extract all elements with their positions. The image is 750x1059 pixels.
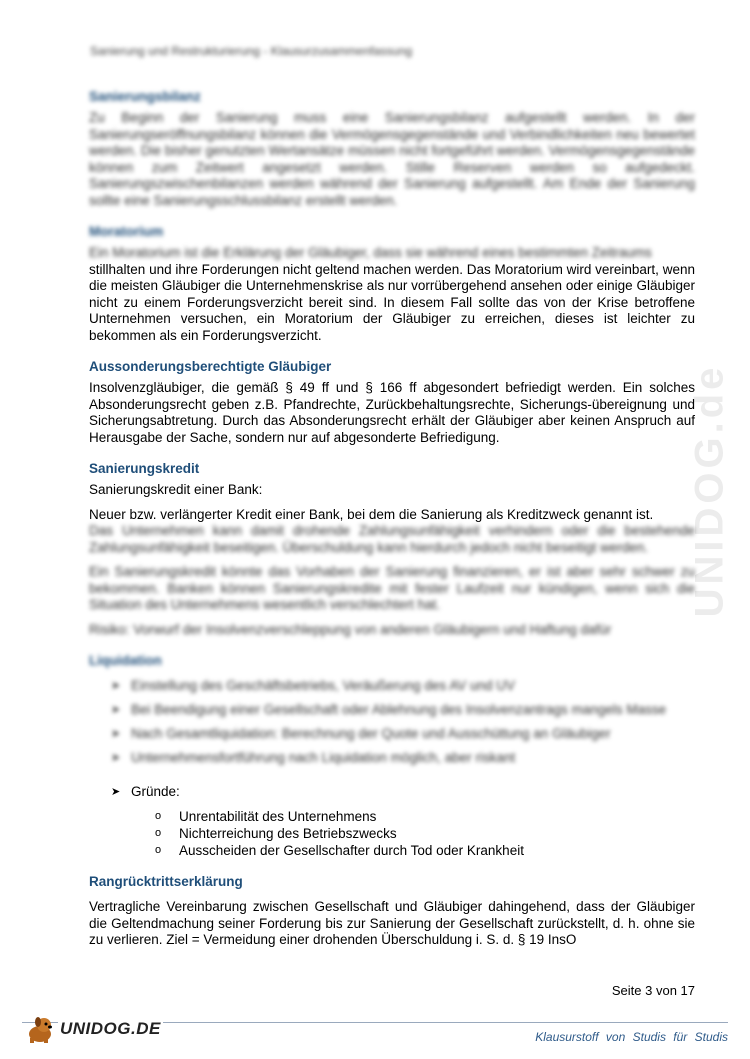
unidog-logo: [24, 1014, 163, 1044]
list-item: ➤ Einstellung des Geschäftsbetriebs, Veräußerung des AV und UV: [111, 674, 695, 698]
watermark: UNIDOG.de: [687, 363, 732, 617]
arrow-bullet-icon: ➤: [111, 704, 121, 716]
circle-bullet-icon: o: [155, 810, 162, 822]
section-heading: Moratorium: [89, 224, 164, 239]
section-paragraph: stillhalten und ihre Forderungen nicht geltend machen werden. Das Moratorium wird vereinbart, wenn die meisten Gläubiger die Unternehmenskrise als nur vorrübergehend ansehen oder einige Gläubiger nicht zu einem Forderungsverzicht bereit sind. In diesem Fall sollte das von der Krise betroffene Unternehmen versuchen, ein Moratorium der Gläubiger zu erreichen, dieses ist leichter zu bekommen als ein Forderungsverzicht.: [89, 261, 695, 343]
section-paragraph: Vertragliche Vereinbarung zwischen Gesellschaft und Gläubiger dahingehend, dass der Gläubiger die Geltendmachung seiner Forderung bis zur Sanierung der Gesellschaft zurückstellt, d. h. ohne sie zu verlieren. Ziel = Vermeidung einer drohenden Überschuldung i. S. d. § 19 InsO: [89, 899, 695, 947]
section-sanierungsbilanz: [89, 88, 695, 209]
list-item: o Ausscheiden der Gesellschafter durch Tod oder Krankheit: [155, 843, 524, 858]
reasons-list: [89, 780, 695, 804]
arrow-bullet-icon: ➤: [111, 728, 121, 740]
section-rangruecktritt: [89, 873, 695, 949]
section-heading: Rangrücktrittserklärung: [89, 874, 243, 889]
list-item: ➤ Gründe:: [111, 780, 695, 804]
logo-text: UNIDOG.DE: [60, 1019, 161, 1038]
section-heading: Sanierungsbilanz: [89, 89, 201, 104]
page-content: [89, 88, 695, 963]
section-aussonderung: [89, 358, 695, 446]
circle-bullet-icon: o: [155, 827, 162, 839]
section-paragraph: Neuer bzw. verlängerter Kredit einer Bank, bei dem die Sanierung als Kreditzweck genannt ist.: [89, 506, 654, 522]
section-intro: Sanierungskredit einer Bank:: [89, 482, 263, 497]
dog-icon: [24, 1014, 56, 1044]
section-paragraph-blurred: Das Unternehmen kann damit drohende Zahlungsunfähigkeit verhindern oder die bestehende Zahlungsunfähigkeit beseitigen. Überschuldung kann hierdurch jedoch nicht beseitigt werden.: [89, 523, 695, 555]
section-paragraph-blurred: Risiko: Vorwurf der Insolvenzverschleppung von anderen Gläubigern und Haftung dafür: [89, 621, 612, 637]
section-paragraph-blurred: Ein Sanierungskredit könnte das Vorhaben der Sanierung finanzieren, er ist aber sehr schwer zu bekommen. Banken können Sanierungskredite mit fester Laufzeit nur kündigen, wenn sich die Situation des Unternehmens wesentlich verschlechtert hat.: [89, 564, 695, 612]
list-item: ➤ Bei Beendigung einer Gesellschaft oder Ablehnung des Insolvenzantrags mangels Masse: [111, 698, 695, 722]
list-item: o Unrentabilität des Unternehmens: [155, 809, 377, 824]
section-sanierungskredit: [89, 460, 695, 638]
list-item: ➤ Unternehmensfortführung nach Liquidation möglich, aber riskant: [111, 746, 695, 770]
list-item: o Nichterreichung des Betriebszwecks: [155, 826, 397, 841]
arrow-bullet-icon: ➤: [111, 786, 121, 798]
section-heading: Liquidation: [89, 653, 162, 668]
footer-slogan: Klausurstoff von Studis für Studis: [535, 1030, 728, 1044]
section-paragraph-blurred: Ein Moratorium ist die Erklärung der Gläubiger, dass sie während eines bestimmten Zeitraums: [89, 245, 652, 260]
running-header: Sanierung und Restrukturierung - Klausurzusammenfassung: [90, 44, 413, 58]
section-heading: Sanierungskredit: [89, 461, 200, 476]
section-paragraph: Zu Beginn der Sanierung muss eine Sanierungsbilanz aufgestellt werden. In der Sanierungseröffnungsbilanz können die Vermögensgegenstände und Verbindlichkeiten neu bewertet werden. Die bisher genutzten Wertansätze müssen nicht fortgeführt werden. Vermögensgegenstände können zum Zeitwert angesetzt werden. Stille Reserven werden so aufgedeckt. Sanierungszwischenbilanzen werden während der Sanierung aufgestellt. Am Ende der Sanierung sollte eine Sanierungsschlussbilanz erstellt werden.: [89, 110, 695, 208]
circle-bullet-icon: o: [155, 844, 162, 856]
page-number: Seite 3 von 17: [611, 983, 695, 998]
arrow-bullet-icon: ➤: [111, 752, 121, 764]
section-paragraph: Insolvenzgläubiger, die gemäß § 49 ff und § 166 ff abgesondert befriedigt werden. Ein solches Absonderungsrecht geben z.B. Pfandrechte, Zurückbehaltungsrechte, Sicherungs-übereignung und Sicherungsabtretung. Durch das Absonderungsrecht erhält der Gläubiger aber keinen Anspruch auf Herausgabe der Sache, sondern nur auf abgesonderte Befriedigung.: [89, 380, 695, 445]
list-item: ➤ Nach Gesamtliquidation: Berechnung der Quote und Ausschüttung an Gläubiger: [111, 722, 695, 746]
liquidation-list: [89, 674, 695, 770]
reasons-sublist: [89, 808, 695, 859]
section-heading: Aussonderungsberechtigte Gläubiger: [89, 359, 332, 374]
section-liquidation: [89, 652, 695, 859]
section-moratorium: [89, 223, 695, 344]
arrow-bullet-icon: ➤: [111, 680, 121, 692]
